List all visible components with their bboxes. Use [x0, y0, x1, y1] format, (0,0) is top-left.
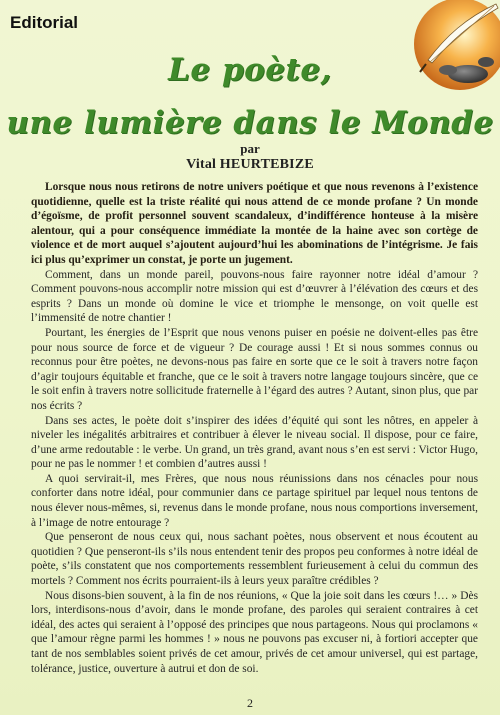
body-paragraph: Que penseront de nous ceux qui, nous sachant poètes, nous observent et nous écoutent au quotidien ? Que penseront-ils s’ils nous entendent tenir des propos peu conformes à notre idéal de poète, s’ils constatent que nos comportements ressemblent furieusement à celui du commun des mortels ? Comment nos écrits pourraient-ils à leurs yeux paraître crédibles ?: [31, 531, 478, 588]
byline-by: par: [240, 141, 260, 156]
body-paragraph: A quoi servirait-il, mes Frères, que nous nous réunissions dans nos cénacles pour nous conforter dans notre idéal, pour communier dans ce partage spirituel par lequel nous tentons de nous élever nous-mêmes, si, revenus dans le monde profane, nous nous comportions inversement, à l’image de notre entourage ?: [31, 472, 478, 529]
author-name: Vital HEURTEBIZE: [186, 157, 314, 172]
article-body: [31, 180, 478, 676]
body-paragraph: Comment, dans un monde pareil, pouvons-nous faire rayonner notre idéal d’amour ? Comment pouvons-nous accomplir notre mission qui est d’œuvrer à l’élévation des cœurs et des esprits ? Dans un monde où domine le vice et triomphe le mensonge, on voit quelle est l’immensité de notre chantier !: [31, 268, 478, 325]
body-paragraph: Nous disons-bien souvent, à la fin de nos réunions, « Que la joie soit dans les cœurs !… » Dès lors, interdisons-nous d’avoir, dans le monde profane, des paroles qui seraient contraires à cet idéal, des actes qui seraient à l’opposé des principes que nous partageons. Nous qui proclamons « que l’amour règne parmi les hommes ! » nous ne pouvons pas excuser ni, à fortiori accepter que tant de nos semblables soient privés de cet amour, privés de cet amour universel, qui est partage, tolérance, justice, ouverture à autrui et don de soi.: [31, 589, 478, 675]
article-title-line-2: une lumière dans le Monde: [6, 105, 494, 141]
intro-paragraph: Lorsque nous nous retirons de notre univers poétique et que nous revenons à l’existence quotidienne, quelle est la triste réalité qui nous attend de ce monde profane ? Un monde d’égoïsme, de profit personnel souvent scandaleux, d’indifférence honteuse à la misère alentour, qui a pour conséquence immédiate la montée de la haine avec son cortège de violence et de mort auquel s’ajoutent aujourd’hui les abominations de l’intégrisme. Je fais ici plus qu’exprimer un constat, je porte un jugement.: [31, 181, 478, 266]
page-number: 2: [247, 696, 253, 710]
body-paragraph: Dans ses actes, le poète doit s’inspirer des idées d’équité qui sont les nôtres, en appeler à niveler les inégalités arbitraires et contribuer à élever le niveau social. Il dispose, pour ce faire, d’une arme redoutable : le verbe. Un grand, un très grand, avant nous s’en est servi : Victor Hugo, pour ne pas le nommer ! et combien d’autres aussi !: [31, 414, 478, 471]
body-paragraph: Pourtant, les énergies de l’Esprit que nous venons puiser en poésie ne doivent-elles pas être pour nous source de force et de vigueur ? De courage aussi ! Et si nous sommes connus ou reconnus pour être poètes, ne devons-nous pas faire en sorte que ce le soit à travers notre façon d’agir toujours équitable et franche, que ce le soit à travers notre langage toujours sincère, que ce le soit enfin à travers notre sollicitude fraternelle à l’égard des autres ? Autant, sinon plus, que par nos écrits ?: [31, 326, 478, 412]
article-title-line-1: Le poète,: [168, 52, 332, 88]
section-label: Editorial: [10, 13, 79, 32]
